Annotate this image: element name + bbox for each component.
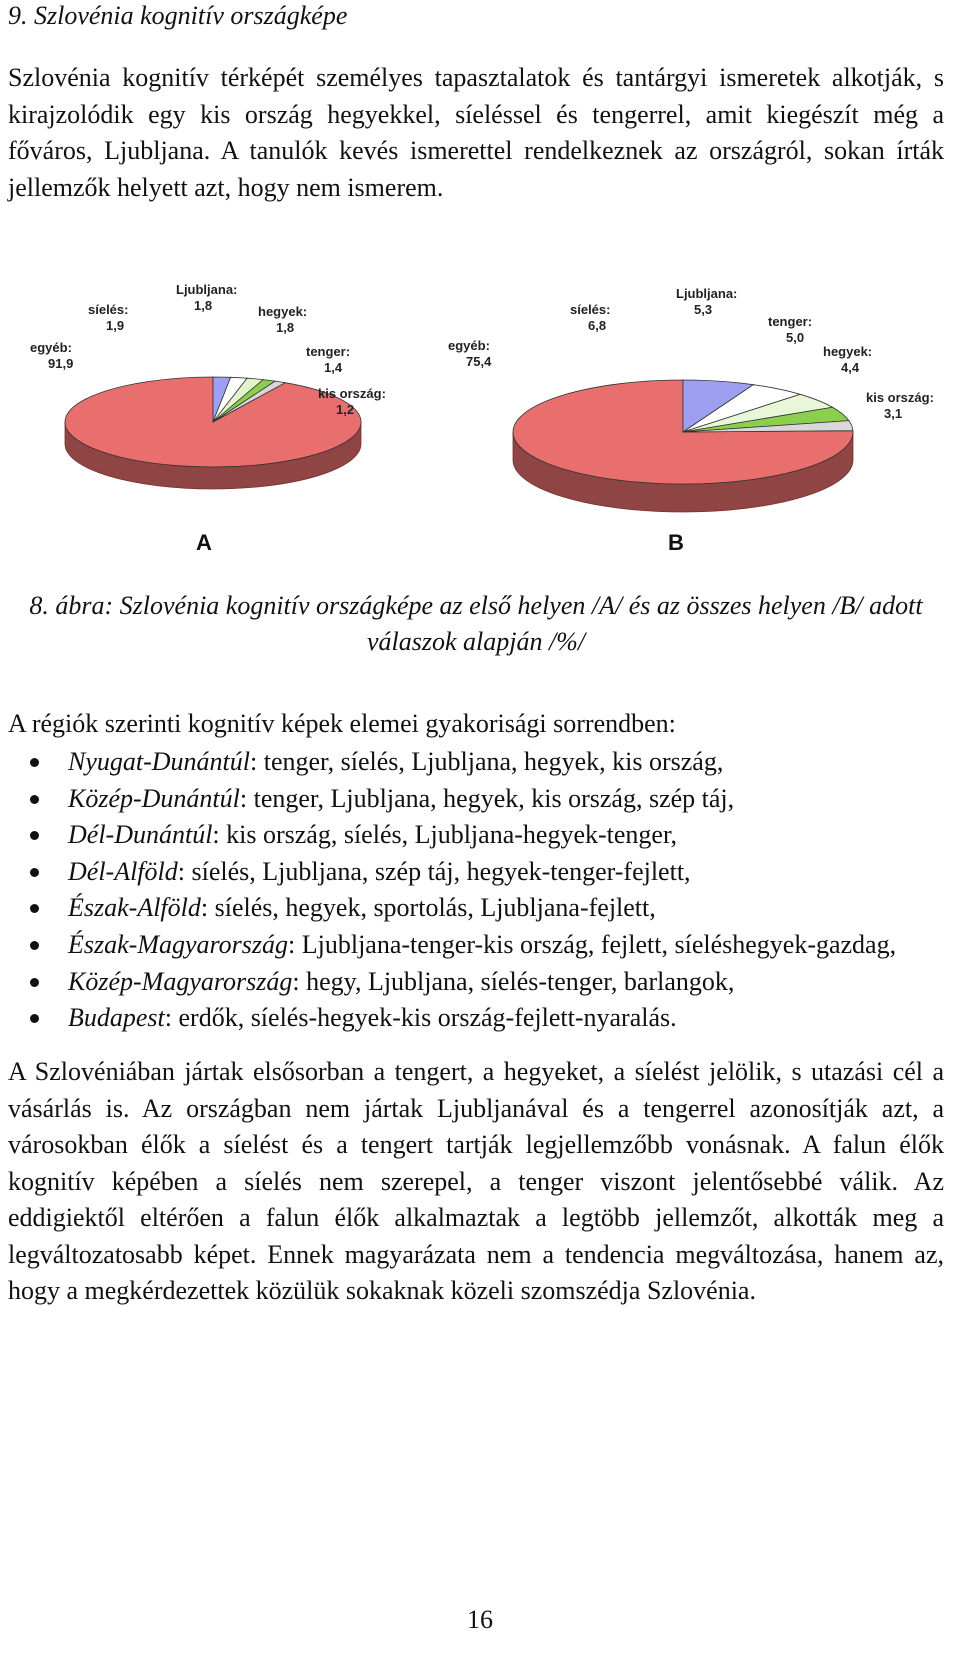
region-item (8, 890, 944, 927)
slice-label: síelés: (88, 302, 129, 317)
panel-label: A (196, 530, 212, 555)
slice-label: egyéb: (448, 338, 490, 353)
slice-value-label: 6,8 (588, 318, 607, 333)
slice-label: síelés: (570, 302, 611, 317)
region-elements: : síelés, Ljubljana, szép táj, hegyek-tenger-fejlett, (177, 856, 691, 886)
bullet-dot-icon (30, 1014, 39, 1023)
region-item (8, 817, 944, 854)
region-item (8, 744, 944, 781)
region-elements: : síelés, hegyek, sportolás, Ljubljana-fejlett, (200, 893, 656, 923)
slice-value-label: 75,4 (466, 354, 492, 369)
slice-value-label: 1,2 (336, 402, 355, 417)
slice-value-label: 91,9 (48, 356, 74, 371)
section-title: 9. Szlovénia kognitív országképe (8, 1, 348, 30)
region-name: Közép-Magyarország (68, 966, 293, 996)
slice-value-label: 3,1 (884, 406, 903, 421)
figure-pie-charts (8, 282, 952, 582)
region-item (8, 1000, 944, 1037)
slice-value-label: 5,0 (786, 330, 805, 345)
figure-caption: 8. ábra: Szlovénia kognitív országképe az első helyen /A/ és az összes helyen /B/ adott válaszok alapján /%/ (29, 591, 923, 656)
regions-intro: A régiók szerinti kognitív képek elemei gyakorisági sorrendben: (8, 709, 676, 738)
slice-label: hegyek: (823, 344, 873, 359)
region-elements: : Ljubljana-tenger-kis ország, fejlett, síeléshegyek-gazdag, (288, 929, 897, 959)
bullet-dot-icon (30, 941, 39, 950)
region-name: Dél-Alföld (68, 856, 178, 886)
region-name: Budapest (68, 1003, 165, 1033)
closing-paragraph: A Szlovéniában jártak elsősorban a tengert, a hegyeket, a síelést jelölik, s utazási cél a vásárlás is. Az országban nem jártak Ljubljanával és a tengerrel azonosítják azt, a városokban élők a síelést és a tengert tartják legjellemzőbb vonásnak. A falun élők kognitív képében a síelés nem szerepel, a tenger viszont jelentősebbé válik. Az eddigiektől eltérően a falun élők alkalmaztak a legtöbb jellemzőt, alkották meg a legváltozatosabb képet. Ennek magyarázata nem a tendencia megváltozása, hanem az, hogy a megkérdezettek közülük sokaknak közeli szomszédja Szlovénia. (8, 1057, 944, 1305)
slice-label: hegyek: (258, 304, 308, 319)
slice-label: kis ország: (318, 386, 386, 401)
slice-value-label: 1,8 (276, 320, 295, 335)
region-item (8, 781, 944, 818)
slice-value-label: 4,4 (841, 360, 860, 375)
slice-label: Ljubljana: (676, 286, 738, 301)
regions-list (8, 744, 944, 1037)
region-item (8, 854, 944, 891)
slice-label: tenger: (306, 344, 351, 359)
region-elements: : tenger, Ljubljana, hegyek, kis ország, szép táj, (239, 783, 735, 813)
region-name: Közép-Dunántúl (68, 783, 240, 813)
slice-label: egyéb: (30, 340, 72, 355)
slice-label: tenger: (768, 314, 813, 329)
region-elements: : kis ország, síelés, Ljubljana-hegyek-tenger, (212, 820, 678, 850)
slice-value-label: 5,3 (694, 302, 713, 317)
region-item (8, 927, 944, 964)
region-name: Észak-Alföld (68, 893, 201, 923)
bullet-dot-icon (30, 831, 39, 840)
region-name: Nyugat-Dunántúl (68, 747, 250, 776)
region-elements: : erdők, síelés-hegyek-kis ország-fejlett-nyaralás. (164, 1003, 677, 1033)
pie-charts-svg (8, 282, 952, 582)
bullet-dot-icon (30, 904, 39, 913)
bullet-dot-icon (30, 795, 39, 804)
region-elements: : hegy, Ljubljana, síelés-tenger, barlangok, (292, 966, 735, 996)
region-name: Észak-Magyarország (68, 929, 289, 959)
slice-value-label: 1,4 (324, 360, 343, 375)
region-name: Dél-Dunántúl (68, 820, 213, 850)
region-item (8, 964, 944, 1001)
slice-value-label: 1,8 (194, 298, 213, 313)
intro-paragraph: Szlovénia kognitív térképét személyes tapasztalatok és tantárgyi ismeretek alkotják, s kirajzolódik egy kis ország hegyekkel, síeléssel és tengerrel, amit kiegészít még a főváros, Ljubljana. A tanulók kevés ismerettel rendelkeznek az országról, sokan írták jellemzők helyett azt, hogy nem ismerem. (8, 63, 944, 202)
bullet-dot-icon (30, 758, 39, 767)
slice-label: kis ország: (866, 390, 934, 405)
page-number: 16 (467, 1605, 493, 1634)
bullet-dot-icon (30, 978, 39, 987)
slice-value-label: 1,9 (106, 318, 125, 333)
region-elements: : tenger, síelés, Ljubljana, hegyek, kis ország, (250, 747, 724, 776)
slice-label: Ljubljana: (176, 282, 238, 297)
bullet-dot-icon (30, 868, 39, 877)
panel-label: B (668, 530, 684, 555)
